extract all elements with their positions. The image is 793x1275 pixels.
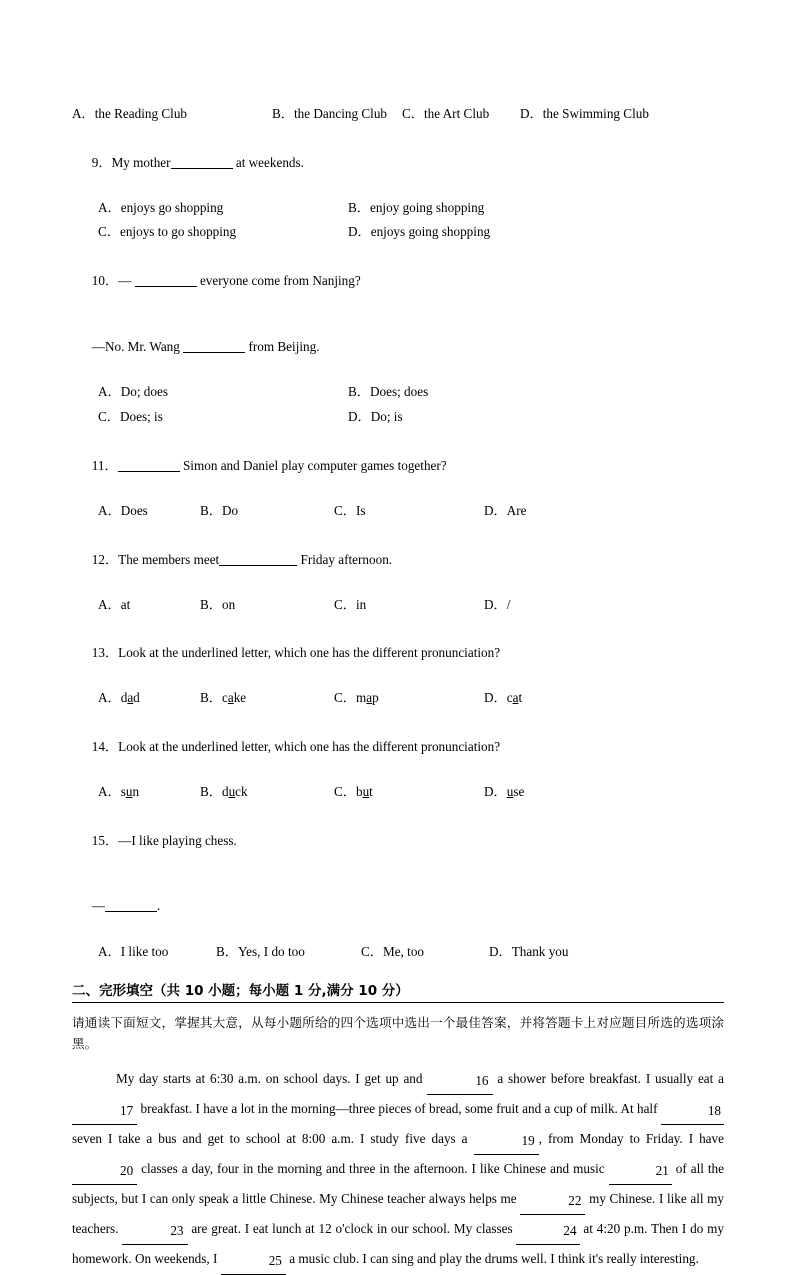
answer-blank (118, 471, 180, 472)
option-d-post: se (513, 784, 525, 800)
option-a-label: A． (98, 784, 121, 800)
cloze-text-4: seven I take a bus and get to school at 8:00 a.m. I study five days a (72, 1130, 474, 1146)
question-12-text-after: Friday afternoon. (297, 551, 393, 567)
cloze-text-7: of all the subjects, but I can only speak a little Chinese. My Chinese teacher always helps me (72, 1160, 724, 1206)
question-11-number: 11． (91, 457, 118, 473)
option-b[interactable]: B．Yes, I do too (216, 944, 305, 960)
cloze-blank-18[interactable]: 18 (661, 1097, 724, 1125)
question-10-options-row-1 (72, 382, 724, 402)
option-d-underlined: a (512, 690, 519, 706)
question-11-stem (72, 435, 724, 496)
option-d-underlined: u (506, 784, 514, 800)
option-b-post: ck (235, 784, 248, 800)
option-d-post: t (518, 690, 523, 706)
question-12-options-row (72, 595, 724, 615)
option-c-underlined: u (362, 784, 370, 800)
option-d[interactable]: D．Do; is (348, 408, 403, 424)
question-9-options-row-2 (72, 222, 724, 242)
option-c[interactable]: C．the Art Club (402, 106, 490, 121)
option-c[interactable]: C．Does; is (98, 408, 163, 424)
option-c-post: t (369, 784, 373, 800)
option-a[interactable] (98, 688, 200, 708)
question-9-stem (72, 132, 724, 193)
option-c-label: C． (334, 784, 356, 800)
question-13-options-row (72, 688, 724, 708)
question-15-stem-line-1 (72, 811, 724, 872)
cloze-text-9: are great. I eat lunch at 12 o'clock in our school. My classes (187, 1220, 517, 1236)
option-b[interactable]: B．the Dancing Club (272, 106, 388, 121)
answer-blank (219, 565, 297, 566)
option-b[interactable] (200, 782, 334, 802)
question-14-number: 14． (91, 739, 119, 755)
question-10-dash: — (118, 273, 135, 289)
option-a-pre: d (120, 690, 128, 706)
option-b-label: B． (200, 690, 222, 706)
option-d-label: D． (484, 690, 507, 706)
option-b-pre: c (221, 690, 228, 706)
option-a-post: d (133, 690, 140, 706)
option-b-underlined: a (227, 690, 234, 706)
option-a[interactable]: A．the Reading Club (72, 106, 188, 121)
option-c[interactable]: C．Is (334, 502, 366, 518)
option-a[interactable]: A．enjoys go shopping (98, 199, 224, 215)
option-a[interactable]: A．at (98, 596, 131, 612)
option-c[interactable] (334, 688, 484, 708)
cloze-blank-19[interactable]: 19 (474, 1127, 539, 1155)
option-a-label: A． (98, 690, 121, 706)
cloze-blank-23[interactable]: 23 (122, 1217, 187, 1245)
answer-blank (171, 168, 233, 169)
option-c-pre: b (355, 784, 363, 800)
option-d-pre: c (506, 690, 513, 706)
option-a-pre: s (120, 784, 126, 800)
cloze-blank-21[interactable]: 21 (609, 1157, 672, 1185)
cloze-blank-16[interactable]: 16 (427, 1067, 492, 1095)
question-8-options-row (72, 104, 724, 124)
cloze-blank-22[interactable]: 22 (520, 1187, 585, 1215)
question-9-text-before: My mother (111, 154, 171, 170)
option-b-post: ke (233, 690, 247, 706)
option-c-underlined: a (366, 690, 373, 706)
answer-blank (135, 286, 197, 287)
question-14-text: Look at the underlined letter, which one has the different pronunciation? (118, 739, 501, 755)
option-b[interactable] (200, 688, 334, 708)
option-d[interactable] (484, 782, 524, 802)
question-12-number: 12． (91, 551, 119, 567)
question-10-text-after: everyone come from Nanjing? (196, 273, 361, 289)
section-2-instruction: 请通读下面短文，掌握其大意，从每小题所给的四个选项中选出一个最佳答案，并将答题卡上对应题目所选的选项涂黑。 (72, 1014, 724, 1052)
question-14-options-row (72, 782, 724, 802)
question-13-text: Look at the underlined letter, which one has the different pronunciation? (118, 645, 501, 661)
cloze-text-5: , from Monday to Friday. I have (538, 1130, 724, 1146)
cloze-text-6: classes a day, four in the morning and three in the afternoon. I like Chinese and music (137, 1160, 609, 1176)
option-d[interactable]: D．the Swimming Club (520, 106, 649, 121)
option-a-underlined: u (125, 784, 133, 800)
option-a[interactable]: A．Do; does (98, 384, 168, 400)
question-12-text-before: The members meet (118, 551, 220, 567)
question-11-text-after: Simon and Daniel play computer games together? (179, 457, 447, 473)
question-10-reply-before: —No. Mr. Wang (91, 338, 184, 354)
cloze-blank-24[interactable]: 24 (516, 1217, 579, 1245)
cloze-text-10: at 4:20 p.m. Then I do my homework. On weekends, I (72, 1220, 724, 1266)
option-b-pre: d (221, 784, 229, 800)
option-a[interactable]: A．Does (98, 502, 148, 518)
cloze-text-3: breakfast. I have a lot in the morning—three pieces of bread, some fruit and a cup of milk. At half (137, 1100, 661, 1116)
option-c[interactable] (334, 782, 484, 802)
option-b-label: B． (200, 784, 222, 800)
option-c-label: C． (334, 690, 356, 706)
question-11-options-row (72, 501, 724, 521)
question-15-stem-line-2 (72, 876, 724, 937)
option-b[interactable]: B．enjoy going shopping (348, 199, 485, 215)
option-a[interactable]: A．I like too (98, 944, 169, 960)
question-15-number: 15． (91, 833, 119, 849)
cloze-text-8: my Chinese. I like all my teachers. (72, 1190, 724, 1236)
option-d[interactable]: D．enjoys going shopping (348, 224, 491, 240)
cloze-blank-25[interactable]: 25 (221, 1247, 286, 1275)
question-15-reply-dash: — (91, 898, 105, 914)
question-10-options-row-2 (72, 407, 724, 427)
option-a-underlined: a (127, 690, 134, 706)
section-2-heading-text: 二、完形填空（共 10 小题；每小题 1 分,满分 10 分） (72, 982, 409, 999)
option-b[interactable]: B．on (200, 596, 236, 612)
option-d[interactable]: D．/ (484, 596, 511, 612)
option-c[interactable]: C．Me, too (361, 944, 425, 960)
question-15-reply-after: . (156, 898, 161, 914)
question-10-number: 10． (91, 273, 119, 289)
option-c[interactable]: C．enjoys to go shopping (98, 224, 237, 240)
option-d[interactable]: D．Thank you (489, 944, 569, 960)
question-10-stem-line-1 (72, 251, 724, 312)
option-b[interactable]: B．Do (200, 502, 239, 518)
cloze-passage (72, 1065, 724, 1275)
option-a[interactable] (98, 782, 200, 802)
cloze-text-11: a music club. I can sing and play the drums well. I think it's really interesting. (285, 1250, 699, 1266)
cloze-blank-17[interactable]: 17 (72, 1097, 137, 1125)
question-15-text: —I like playing chess. (118, 833, 237, 849)
question-9-text-after: at weekends. (232, 154, 304, 170)
question-12-stem (72, 529, 724, 590)
section-2-heading (72, 979, 724, 1003)
page-content (72, 104, 724, 1275)
cloze-text-1: My day starts at 6:30 a.m. on school days. I get up and (116, 1070, 428, 1086)
option-d[interactable] (484, 688, 522, 708)
cloze-text-2: a shower before breakfast. I usually eat a (492, 1070, 724, 1086)
option-b[interactable]: B．Does; does (348, 384, 429, 400)
option-c[interactable]: C．in (334, 596, 367, 612)
option-d-label: D． (484, 784, 507, 800)
option-c-pre: m (355, 690, 367, 706)
cloze-blank-20[interactable]: 20 (72, 1157, 137, 1185)
question-10-reply-after: from Beijing. (245, 338, 320, 354)
option-b-underlined: u (228, 784, 236, 800)
question-13-number: 13． (91, 645, 119, 661)
question-10-stem-line-2 (72, 316, 724, 377)
question-9-options-row-1 (72, 198, 724, 218)
answer-blank (105, 911, 157, 912)
answer-blank (183, 352, 245, 353)
option-c-post: p (372, 690, 379, 706)
question-13-stem (72, 623, 724, 684)
option-a-post: n (132, 784, 140, 800)
question-14-stem (72, 717, 724, 778)
option-d[interactable]: D．Are (484, 502, 527, 518)
question-9-number: 9． (91, 154, 112, 170)
question-15-options-row (72, 942, 724, 962)
